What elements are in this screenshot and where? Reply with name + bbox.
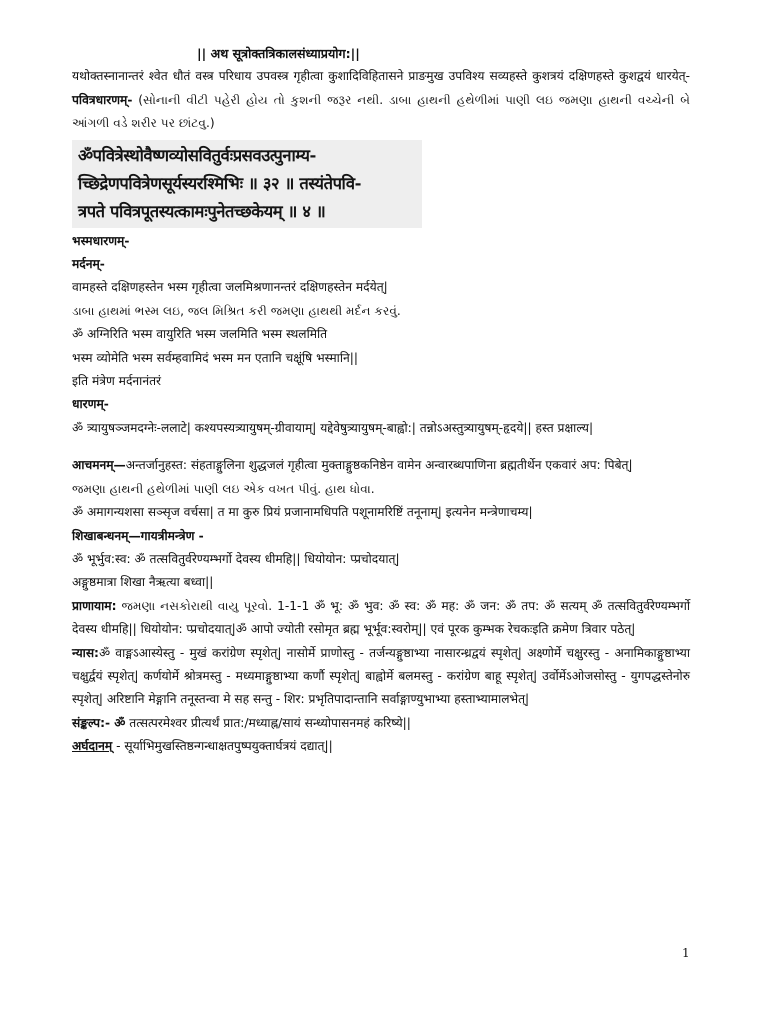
pranayama-heading: प्राणायाम:: [72, 598, 117, 613]
achamanam-paragraph: [72, 454, 690, 477]
dharanam-heading: धारणम्-: [72, 397, 109, 412]
nyasa-heading: न्यास:: [72, 645, 99, 660]
spacer: [72, 440, 690, 454]
shikha-line: अङ्गुष्ठमात्रा शिखा नैऋत्या बध्वा||: [72, 575, 214, 590]
nyasa-text: ॐ वाङ्मऽआस्येस्तु - मुखं करांग्रेण स्पृशेत्| नासोर्मे प्राणोस्तु - तर्जन्यङ्गुष्ठाभ्या नासारन्ध्रद्वयं स्पृशेत्| अक्ष्णोर्मे चक्षुरस्तु - अनामिकाङ्गुष्ठाभ्या चक्षुर्द्वयं स्पृशेत्| कर्णयोर्मे श्रोत्रमस्तु - मध्यमाङ्गुष्ठाभ्या कर्णौ स्पृशेत्| बाह्वोर्मे बलमस्तु - करांग्रेण बाहू स्पृशेत्| उर्वोर्मेऽओजसोस्तु - युगपद्धस्तेनोरु स्पृशेत्| अरिष्टानि मेङ्गानि तनूस्तन्वा मे सह सन्तु - शिर: प्रभृतिपादान्तानि सर्वाङ्गाण्युभाभ्या हस्ताभ्यामालभेत्|: [72, 645, 690, 707]
achamanam-text: अन्तर्जानुहस्त: संहताङ्गुलिना शुद्धजलं गृहीत्वा मुक्ताङ्गुष्ठकनिष्ठेन वामेन अन्वारब्धपाणिना ब्रह्मतीर्थेन एकवारं अप: पिबेत्|: [125, 458, 633, 473]
intro-note: (સોનાની વીટી પહેરી હોય તો કુશની જરૂર નથી. ડાબા હાથની હથેળીમાં પાણી લઇ જમણા હાથની વચ્ચેની બે આંગળી વડે શરીર પર છાંટવુ.): [72, 92, 690, 131]
scanned-verse-image: [72, 140, 422, 228]
pranayama-paragraph: [72, 595, 690, 642]
text-line: इति मंत्रेण मर्दनानंतरं: [72, 374, 162, 389]
sankalpa-text: तत्सत्परमेश्वर प्रीत्यर्थं प्रात:/मध्याह्न/सायं सन्ध्योपासनमहं करिष्ये||: [125, 715, 411, 730]
document-body: [72, 42, 690, 759]
text-line: वामहस्ते दक्षिणहस्तेन भस्म गृहीत्वा जलमिश्रणानन्तरं दक्षिणहस्तेन मर्दयेत्|: [72, 280, 388, 295]
dharanam-text: ॐ त्र्यायुषञ्जमदग्नेः-ललाटे| कश्यपस्यत्र्यायुषम्-ग्रीवायाम्| यद्देवेषुत्र्यायुषम्-बाह्वो:| तन्नोऽअस्तुत्र्यायुषम्-हृदये|| हस्त प्रक्षाल्य|: [72, 420, 594, 435]
shikha-heading: शिखाबन्धनम्—गायत्रीमन्त्रेण -: [72, 528, 204, 543]
text-line: ડાબા હાથમાં ભસ્મ લઇ, જલ મિશ્રિત કરી જમણા હાથથી મર્દન કરવું.: [72, 303, 401, 318]
arghyadanam-paragraph: [72, 735, 690, 758]
page-title: || अथ सूत्रोक्तत्रिकालसंध्याप्रयोग:||: [197, 46, 360, 61]
achamanam-mantra: ॐ अमागन्यशसा सञ्सृज वर्चसा| त मा कुरु प्रियं प्रजानामधिपति पशूनामरिष्टिं तनूनाम्| इत्यनेन मन्त्रेणाचम्य|: [72, 505, 533, 520]
intro-text: यथोक्तस्नानान्तरं श्वेत धौतं वस्त्र परिधाय उपवस्त्र गृहीत्वा कुशादिविहितासने प्राङमुख उपविश्य सव्यहस्ते कुशत्रयं दक्षिणहस्ते कुशद्वयं धारयेत्-: [72, 69, 690, 84]
pranayama-text: જમણા નસકોરાથી વાયુ પૂરવો. 1-1-1 ॐ भू: ॐ भुव: ॐ स्व: ॐ मह: ॐ जन: ॐ तप: ॐ सत्यम् ॐ तत्सवितुर्वरेण्यम्भर्गो देवस्य धीमहि|| धियोयोन: प्प्रचोदयात्|ॐ आपो ज्योती रसोमृत ब्रह्म भूर्भूव:स्वरोम्|| एवं पूरक कुम्भक रेचकःइति क्रमेण त्रिवार पठेत्|: [72, 598, 690, 637]
sankalpa-paragraph: [72, 712, 690, 735]
pavitra-heading: पवित्रधारणम्-: [72, 92, 133, 107]
arghyadanam-text: - सूर्याभिमुखस्तिष्ठन्गन्धाक्षतपुष्पयुक्तार्घत्रयं दद्यात्||: [112, 739, 333, 754]
arghyadanam-heading: अर्घदानम्: [72, 739, 113, 754]
achamanam-gujarati: જમણા હાથની હથેળીમાં પાણી લઇ એક વખત પીવું. હાથ ધોવા.: [72, 481, 375, 496]
text-line: भस्म व्योमेति भस्म सर्वम्हवामिदं भस्म मन एतानि चक्षूंषि भस्मानि||: [72, 350, 358, 365]
mardanam-heading: मर्दनम्-: [72, 257, 105, 272]
scanned-verse-line: च्छिद्रेणपवित्रेणसूर्यस्यरश्मिभिः ॥ ३२ ॥ तस्यंतेपवि-: [78, 173, 362, 193]
nyasa-paragraph: [72, 642, 690, 712]
scanned-verse-line: ॐपवित्रेस्थोवैष्णव्योसवितुर्वःप्रसवउत्पुनाम्य-: [78, 145, 316, 165]
page-number: 1: [682, 946, 690, 960]
achamanam-heading: आचमनम्—: [72, 458, 126, 473]
intro-paragraph: [72, 65, 690, 135]
text-line: ॐ अग्निरिति भस्म वायुरिति भस्म जलमिति भस्म स्थलमिति: [72, 327, 328, 342]
scanned-verse-line: त्रपते पवित्रपूतस्यत्कामःपुनेतच्छकेयम् ॥ ४ ॥: [78, 201, 326, 221]
sankalpa-heading: संङ्कल्प:- ॐ: [72, 715, 126, 730]
bhasma-heading: भस्मधारणम्-: [72, 233, 130, 248]
shikha-line: ॐ भूर्भुव:स्व: ॐ तत्सवितुर्वरेण्यम्भर्गो देवस्य धीमहि|| धियोयोन: प्प्रचोदयात्|: [72, 551, 400, 566]
